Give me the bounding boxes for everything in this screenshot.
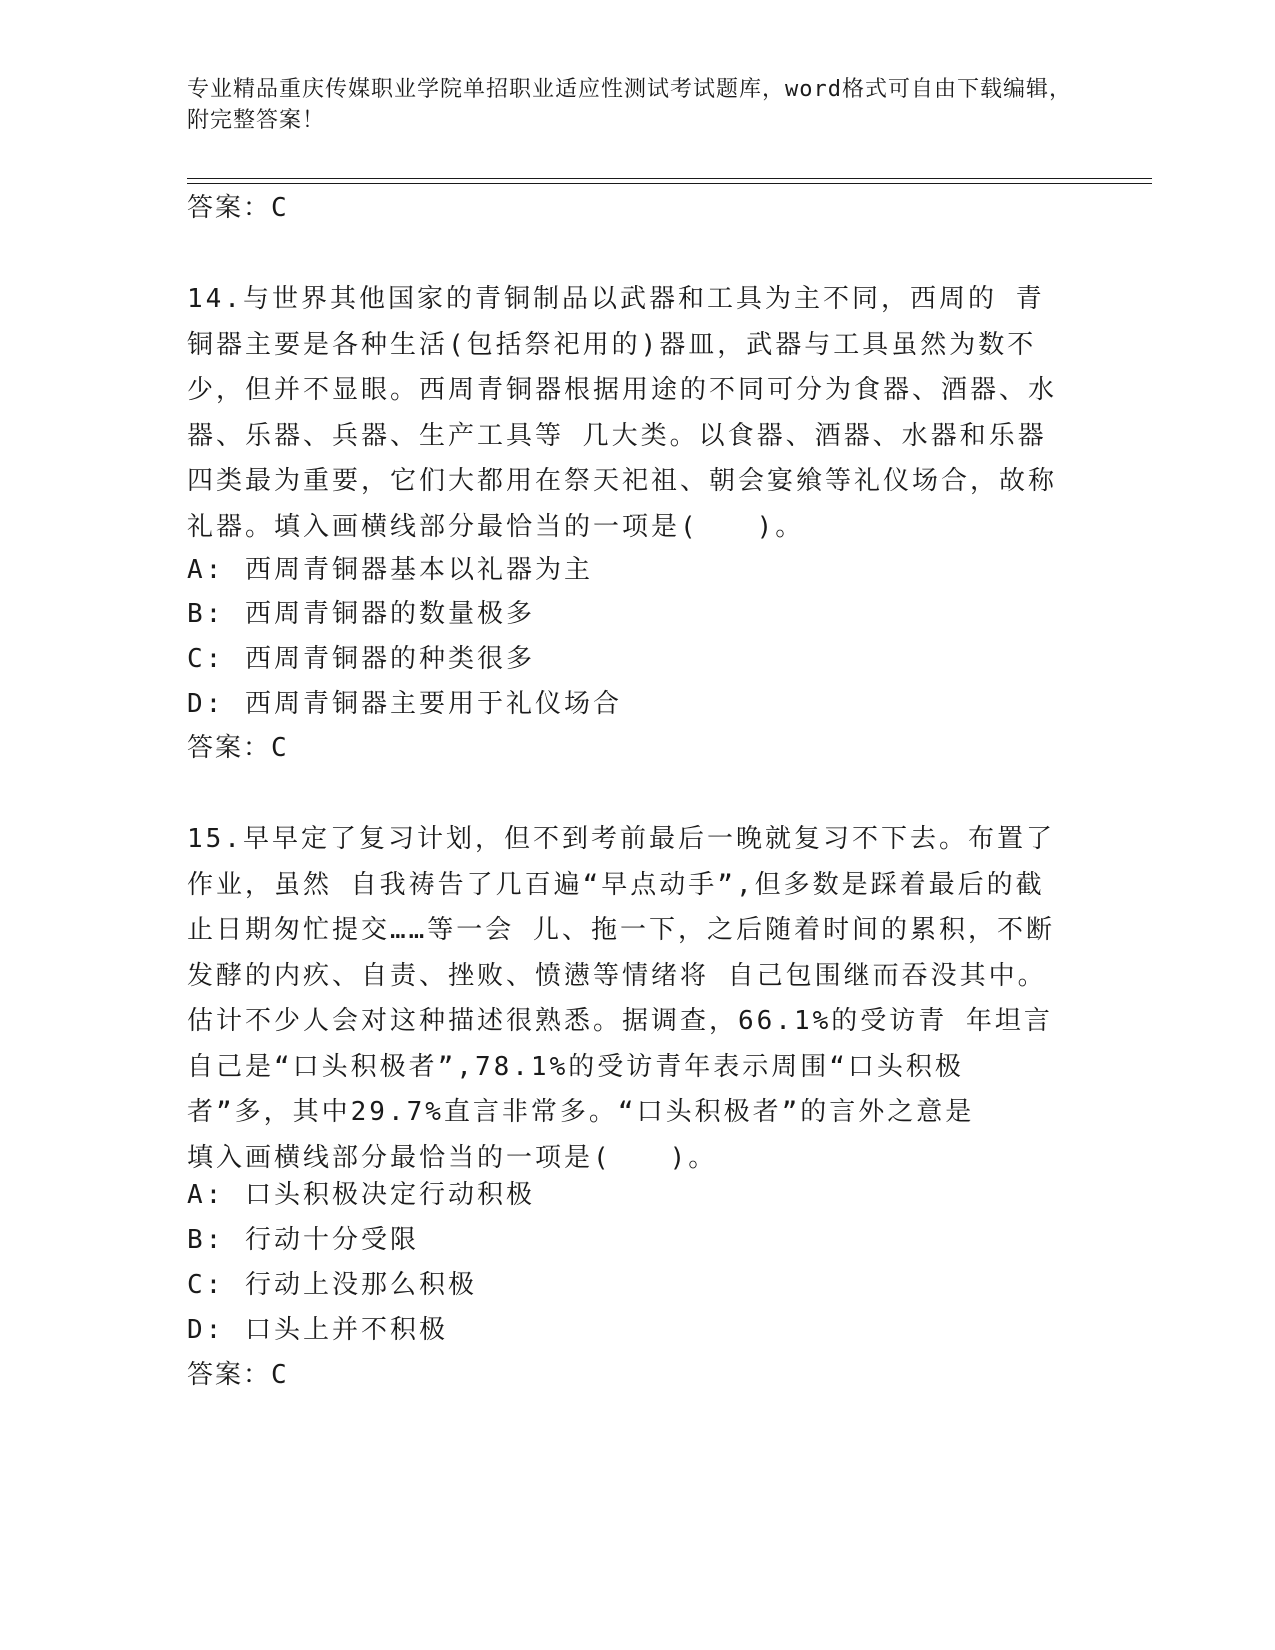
question-14-option-d — [187, 687, 622, 721]
question-15-option-b — [187, 1223, 419, 1257]
option-key: D: — [187, 1315, 225, 1345]
header-divider-top — [187, 178, 1152, 179]
option-text: 西周青铜器的种类很多 — [245, 644, 536, 674]
question-14-answer: 答案：C — [187, 733, 289, 763]
document-header: 专业精品重庆传媒职业学院单招职业适应性测试考试题库，word格式可自由下载编辑，附完整答案！ — [187, 77, 1072, 133]
option-key: B: — [187, 1225, 225, 1255]
question-14-option-a — [187, 553, 593, 587]
option-key: C: — [187, 644, 225, 674]
option-text: 西周青铜器主要用于礼仪场合 — [245, 689, 623, 719]
option-text: 口头上并不积极 — [245, 1315, 449, 1345]
question-14-option-c — [187, 642, 535, 676]
option-key: A: — [187, 1180, 225, 1210]
option-text: 口头积极决定行动积极 — [245, 1180, 536, 1210]
question-15-option-a — [187, 1178, 535, 1212]
header-divider-bottom — [187, 183, 1152, 184]
option-key: C: — [187, 1270, 225, 1300]
question-15-text: 15.早早定了复习计划，但不到考前最后一晚就复习不下去。布置了作业，虽然 自我祷告了几百遍“早点动手”,但多数是踩着最后的截止日期匆忙提交……等一会 儿、拖一下，之后随着时间的累积，不断发酵的内疚、自责、挫败、愤懑等情绪将 自己包围继而吞没其中。估计不少人会对这种描述很熟悉。据调查，66.1%的受访青 年坦言自己是“口头积极者”,78.1%的受访青年表示周围“口头积极者”多，其中29.7%直言非常多。“口头积极者”的言外之意是 填入画横线部分最恰当的一项是( )。 — [187, 824, 1178, 1173]
option-text: 西周青铜器基本以礼器为主 — [245, 555, 594, 585]
previous-answer: 答案：C — [187, 193, 289, 223]
option-key: A: — [187, 555, 225, 585]
option-key: B: — [187, 599, 225, 629]
question-15-option-d — [187, 1313, 448, 1347]
option-text: 行动十分受限 — [245, 1225, 420, 1255]
option-key: D: — [187, 689, 225, 719]
question-14-option-b — [187, 597, 535, 631]
question-15-option-c — [187, 1268, 477, 1302]
option-text: 行动上没那么积极 — [245, 1270, 478, 1300]
option-text: 西周青铜器的数量极多 — [245, 599, 536, 629]
question-15-answer: 答案：C — [187, 1360, 289, 1390]
question-14-text: 14.与世界其他国家的青铜制品以武器和工具为主不同，西周的 青铜器主要是各种生活(包括祭祀用的)器皿，武器与工具虽然为数不少，但并不显眼。西周青铜器根据用途的不同可分为食器、酒器、水器、乐器、兵器、生产工具等 几大类。以食器、酒器、水器和乐器四类最为重要，它们大都用在祭天祀祖、朝会宴飨等礼仪场合，故称礼器。填入画横线部分最恰当的一项是( )。 — [187, 284, 1058, 542]
